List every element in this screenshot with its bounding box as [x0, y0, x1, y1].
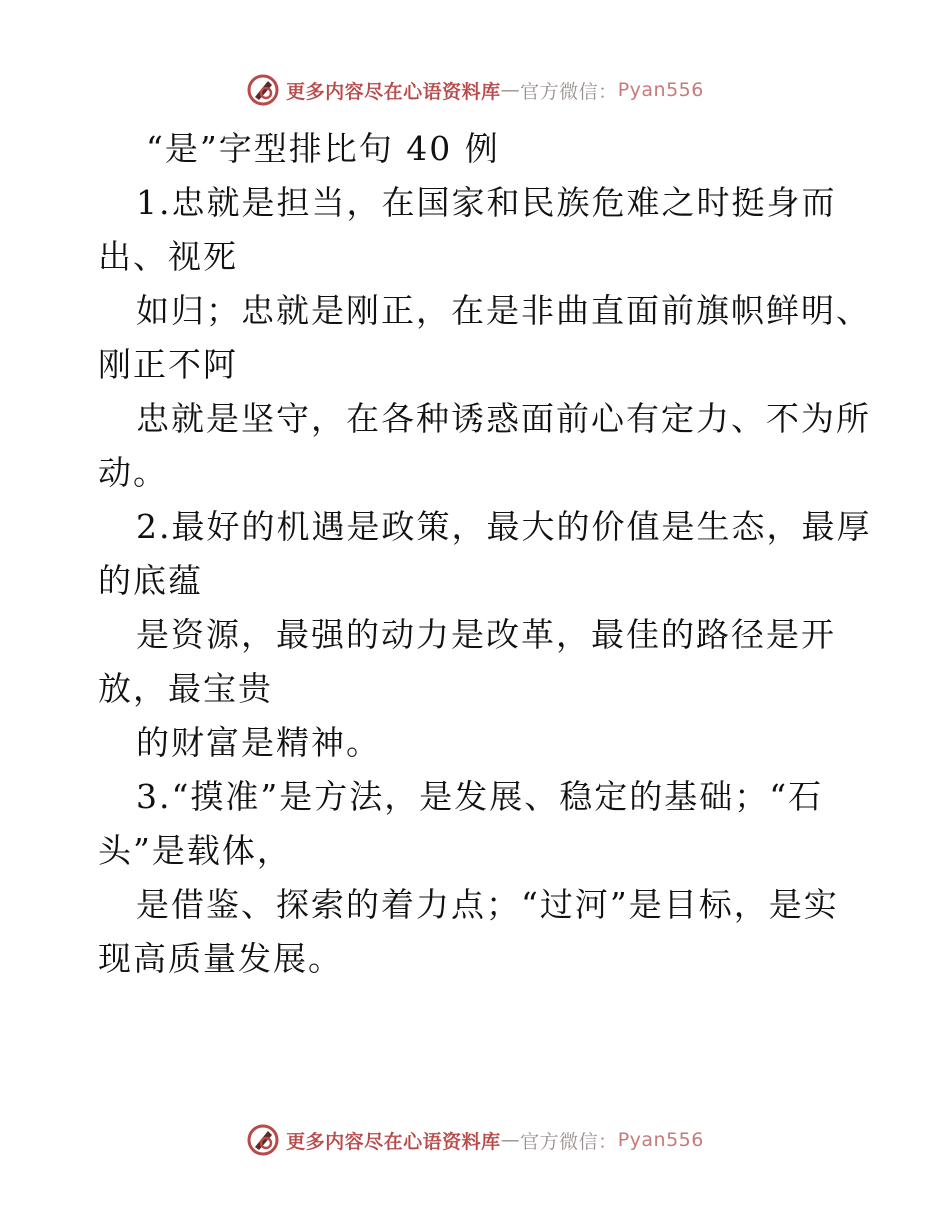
- text-line: 3.“摸准”是方法，是发展、稳定的基础；“石: [136, 777, 824, 816]
- banner-wechat-id: Pyan556: [617, 1129, 704, 1151]
- watermark-banner-top: [0, 68, 950, 112]
- banner-wechat-label: 官方微信：: [520, 80, 618, 103]
- text-line: 放，最宝贵: [98, 669, 273, 708]
- text-line: 刚正不阿: [98, 345, 238, 384]
- text-line: 动。: [98, 453, 168, 492]
- banner-wechat-label: 官方微信：: [520, 1130, 618, 1153]
- banner-promo-text: 更多内容尽在心语资料库: [286, 80, 501, 103]
- text-line: 的财富是精神。: [136, 723, 381, 762]
- watermark-banner-bottom: [0, 1118, 950, 1162]
- text-line: 2.最好的机遇是政策，最大的价值是生态，最厚: [136, 507, 872, 546]
- logo-icon: [246, 73, 280, 107]
- banner-dash: —: [500, 79, 521, 101]
- text-line: 的底蕴: [98, 561, 203, 600]
- text-line: 头”是载体，: [98, 831, 292, 870]
- text-line: 出、视死: [98, 237, 238, 276]
- logo-icon: [246, 1123, 280, 1157]
- document-title: “是”字型排比句 40 例: [146, 129, 500, 168]
- text-line: 忠就是坚守，在各种诱惑面前心有定力、不为所: [136, 399, 871, 438]
- banner-promo-text: 更多内容尽在心语资料库: [286, 1130, 501, 1153]
- text-line: 如归；忠就是刚正，在是非曲直面前旗帜鲜明、: [136, 291, 871, 330]
- banner-dash: —: [500, 1129, 521, 1151]
- text-line: 1.忠就是担当，在国家和民族危难之时挺身而: [136, 183, 837, 222]
- text-line: 现高质量发展。: [98, 939, 343, 978]
- text-line: 是资源，最强的动力是改革，最佳的路径是开: [136, 615, 836, 654]
- document-body: [98, 122, 872, 986]
- text-line: 是借鉴、探索的着力点；“过河”是目标，是实: [136, 885, 839, 924]
- banner-wechat-id: Pyan556: [617, 79, 704, 101]
